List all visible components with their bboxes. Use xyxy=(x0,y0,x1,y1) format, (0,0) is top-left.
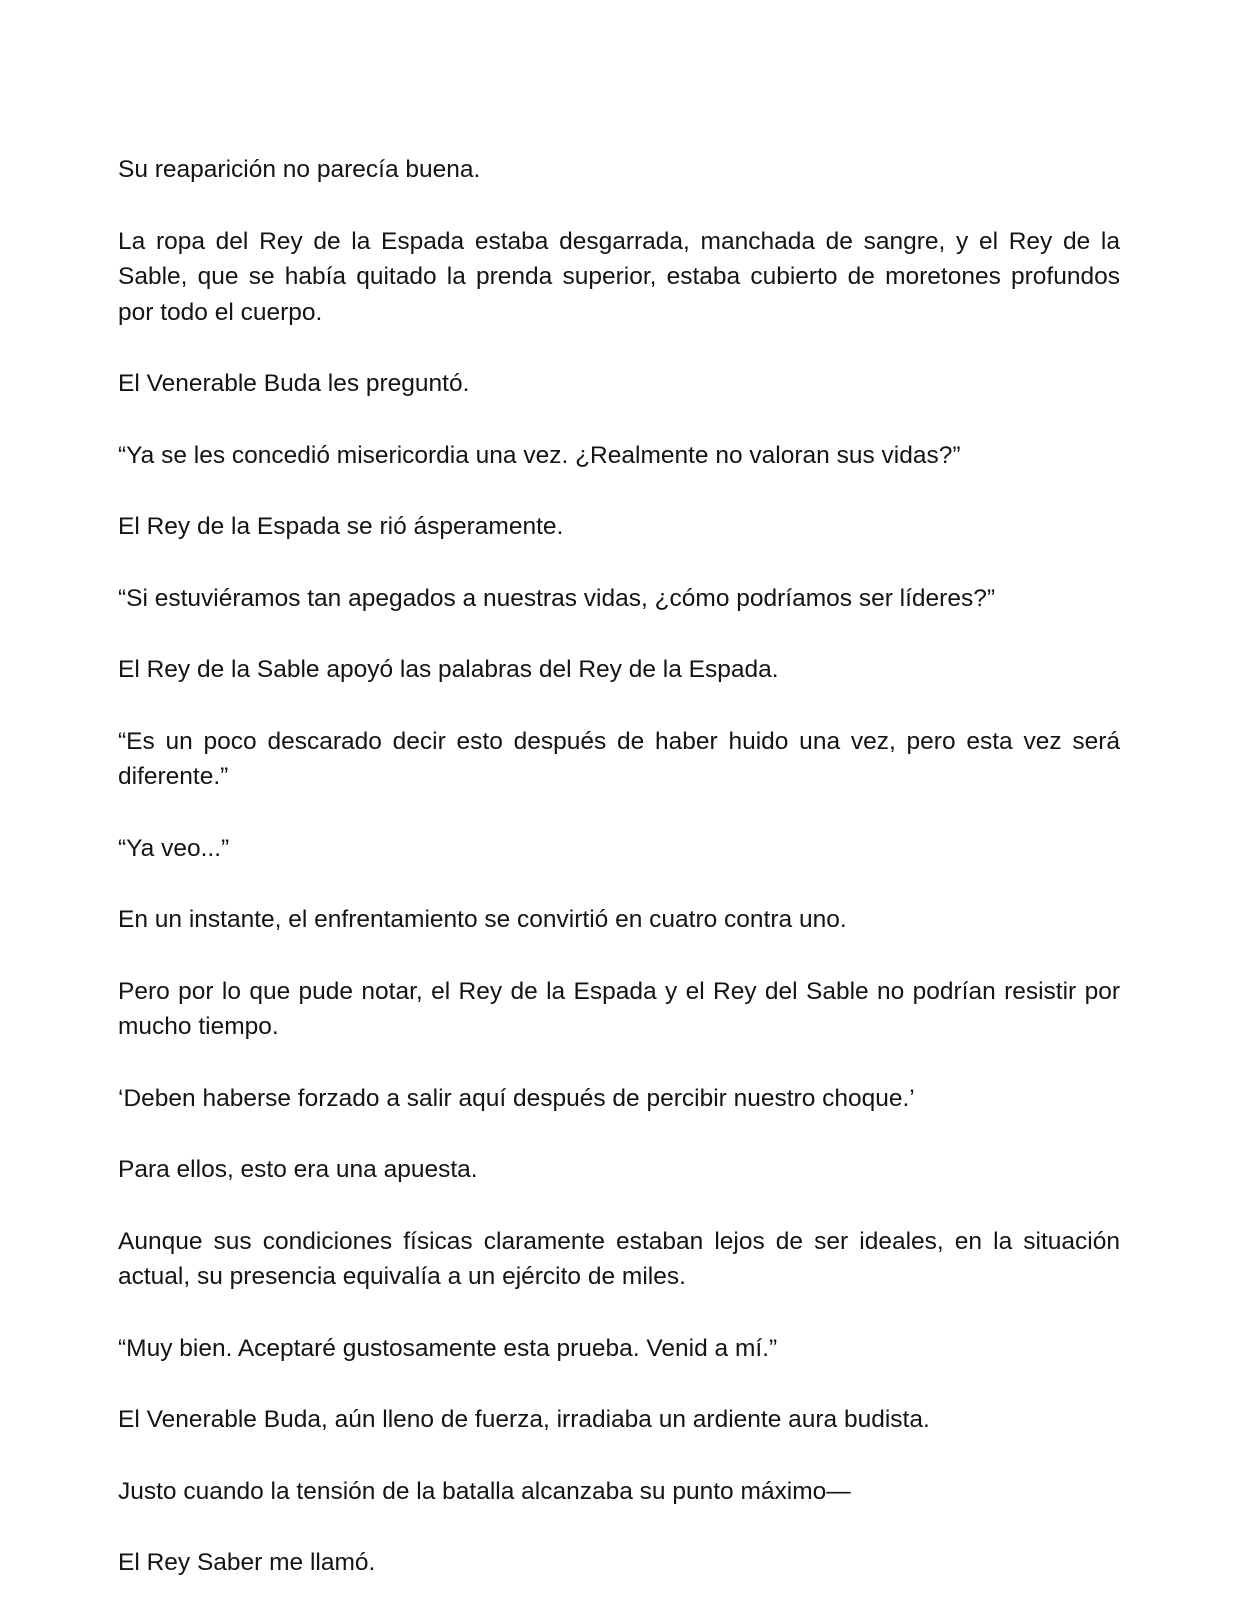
paragraph-14: Aunque sus condiciones físicas claramente estaban lejos de ser ideales, en la situación actual, su presencia equivalía a un ejército de miles. xyxy=(118,1227,1120,1290)
paragraph-13: Para ellos, esto era una apuesta. xyxy=(118,1156,478,1183)
body-text xyxy=(118,152,1120,1617)
paragraph-11: Pero por lo que pude notar, el Rey de la Espada y el Rey del Sable no podrían resistir por mucho tiempo. xyxy=(118,977,1120,1040)
paragraph-17: Justo cuando la tensión de la batalla alcanzaba su punto máximo— xyxy=(118,1477,851,1505)
paragraph-1: Su reaparición no parecía buena. xyxy=(118,156,481,183)
paragraph-5: El Rey de la Espada se rió ásperamente. xyxy=(118,513,564,540)
paragraph-4: “Ya se les concedió misericordia una vez. ¿Realmente no valoran sus vidas?” xyxy=(118,441,961,469)
paragraph-7: El Rey de la Sable apoyó las palabras del Rey de la Espada. xyxy=(118,656,779,683)
paragraph-16: El Venerable Buda, aún lleno de fuerza, irradiaba un ardiente aura budista. xyxy=(118,1406,930,1433)
paragraph-10: En un instante, el enfrentamiento se convirtió en cuatro contra uno. xyxy=(118,906,847,933)
paragraph-15: “Muy bien. Aceptaré gustosamente esta prueba. Venid a mí.” xyxy=(118,1334,778,1362)
paragraph-2: La ropa del Rey de la Espada estaba desgarrada, manchada de sangre, y el Rey de la Sable, que se había quitado la prenda superior, estaba cubierto de moretones profundos por todo el cuerpo. xyxy=(118,227,1120,326)
paragraph-18: El Rey Saber me llamó. xyxy=(118,1549,376,1576)
paragraph-8: “Es un poco descarado decir esto después de haber huido una vez, pero esta vez será diferente.” xyxy=(118,727,1120,790)
paragraph-9: “Ya veo...” xyxy=(118,834,230,862)
paragraph-3: El Venerable Buda les preguntó. xyxy=(118,370,470,397)
paragraph-12: ‘Deben haberse forzado a salir aquí después de percibir nuestro choque.’ xyxy=(118,1084,915,1112)
paragraph-6: “Si estuviéramos tan apegados a nuestras vidas, ¿cómo podríamos ser líderes?” xyxy=(118,584,995,612)
